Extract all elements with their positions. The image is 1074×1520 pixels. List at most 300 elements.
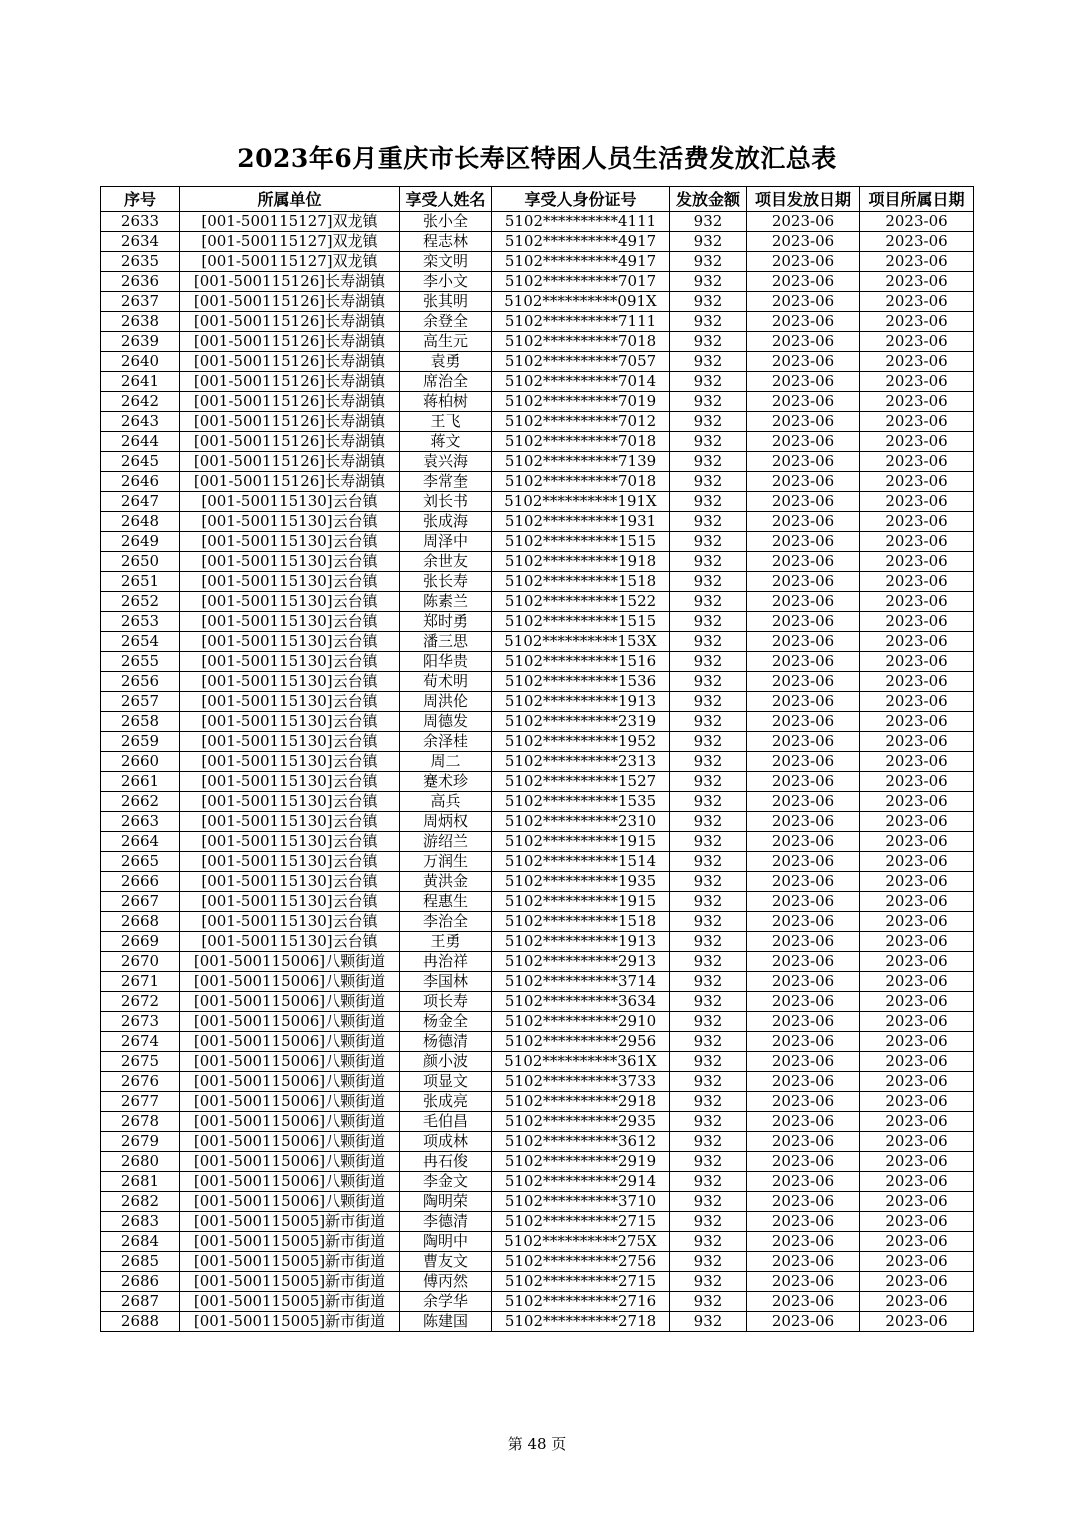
cell-unit: [001-500115127]双龙镇 <box>180 212 400 232</box>
cell-unit: [001-500115130]云台镇 <box>180 912 400 932</box>
cell-index: 2654 <box>101 632 180 652</box>
column-header-payment-date: 项目发放日期 <box>747 187 860 212</box>
cell-amount: 932 <box>670 712 747 732</box>
table-row <box>101 412 974 432</box>
cell-name: 李小文 <box>400 272 492 292</box>
cell-unit: [001-500115126]长寿湖镇 <box>180 452 400 472</box>
cell-amount: 932 <box>670 392 747 412</box>
cell-payment-date: 2023-06 <box>747 592 860 612</box>
cell-name: 冉石俊 <box>400 1152 492 1172</box>
cell-id-number: 5102**********1518 <box>492 572 670 592</box>
cell-index: 2678 <box>101 1112 180 1132</box>
cell-payment-date: 2023-06 <box>747 652 860 672</box>
cell-amount: 932 <box>670 872 747 892</box>
cell-unit: [001-500115006]八颗街道 <box>180 1032 400 1052</box>
cell-name: 程惠生 <box>400 892 492 912</box>
cell-unit: [001-500115130]云台镇 <box>180 552 400 572</box>
cell-id-number: 5102**********191X <box>492 492 670 512</box>
cell-index: 2636 <box>101 272 180 292</box>
cell-amount: 932 <box>670 552 747 572</box>
cell-name: 张长寿 <box>400 572 492 592</box>
cell-index: 2681 <box>101 1172 180 1192</box>
cell-period-date: 2023-06 <box>860 1052 974 1072</box>
cell-period-date: 2023-06 <box>860 712 974 732</box>
cell-unit: [001-500115006]八颗街道 <box>180 1172 400 1192</box>
cell-id-number: 5102**********3733 <box>492 1072 670 1092</box>
cell-amount: 932 <box>670 1112 747 1132</box>
cell-payment-date: 2023-06 <box>747 392 860 412</box>
cell-period-date: 2023-06 <box>860 792 974 812</box>
table-row <box>101 1192 974 1212</box>
cell-unit: [001-500115130]云台镇 <box>180 672 400 692</box>
cell-index: 2647 <box>101 492 180 512</box>
cell-id-number: 5102**********4111 <box>492 212 670 232</box>
cell-id-number: 5102**********3714 <box>492 972 670 992</box>
cell-name: 颜小波 <box>400 1052 492 1072</box>
cell-index: 2637 <box>101 292 180 312</box>
cell-payment-date: 2023-06 <box>747 812 860 832</box>
cell-index: 2685 <box>101 1252 180 1272</box>
cell-id-number: 5102**********2716 <box>492 1292 670 1312</box>
cell-id-number: 5102**********7057 <box>492 352 670 372</box>
cell-index: 2671 <box>101 972 180 992</box>
cell-index: 2669 <box>101 932 180 952</box>
table-row <box>101 432 974 452</box>
cell-payment-date: 2023-06 <box>747 472 860 492</box>
cell-index: 2642 <box>101 392 180 412</box>
cell-name: 周洪伦 <box>400 692 492 712</box>
cell-index: 2634 <box>101 232 180 252</box>
cell-name: 冉治祥 <box>400 952 492 972</box>
cell-period-date: 2023-06 <box>860 572 974 592</box>
cell-amount: 932 <box>670 692 747 712</box>
cell-payment-date: 2023-06 <box>747 352 860 372</box>
cell-period-date: 2023-06 <box>860 1132 974 1152</box>
cell-index: 2659 <box>101 732 180 752</box>
column-header-id-number: 享受人身份证号 <box>492 187 670 212</box>
cell-name: 刘长书 <box>400 492 492 512</box>
cell-payment-date: 2023-06 <box>747 1232 860 1252</box>
cell-id-number: 5102**********1915 <box>492 892 670 912</box>
table-row <box>101 592 974 612</box>
cell-id-number: 5102**********1931 <box>492 512 670 532</box>
cell-period-date: 2023-06 <box>860 552 974 572</box>
cell-name: 李德清 <box>400 1212 492 1232</box>
cell-period-date: 2023-06 <box>860 372 974 392</box>
cell-id-number: 5102**********3710 <box>492 1192 670 1212</box>
cell-period-date: 2023-06 <box>860 652 974 672</box>
cell-index: 2682 <box>101 1192 180 1212</box>
column-header-amount: 发放金额 <box>670 187 747 212</box>
cell-amount: 932 <box>670 212 747 232</box>
cell-payment-date: 2023-06 <box>747 312 860 332</box>
cell-period-date: 2023-06 <box>860 1012 974 1032</box>
table-row <box>101 272 974 292</box>
cell-name: 杨金全 <box>400 1012 492 1032</box>
cell-index: 2655 <box>101 652 180 672</box>
table-row <box>101 392 974 412</box>
cell-payment-date: 2023-06 <box>747 1052 860 1072</box>
cell-amount: 932 <box>670 892 747 912</box>
cell-period-date: 2023-06 <box>860 232 974 252</box>
cell-unit: [001-500115130]云台镇 <box>180 692 400 712</box>
cell-index: 2677 <box>101 1092 180 1112</box>
cell-unit: [001-500115130]云台镇 <box>180 532 400 552</box>
cell-name: 傅丙然 <box>400 1272 492 1292</box>
cell-amount: 932 <box>670 792 747 812</box>
cell-unit: [001-500115006]八颗街道 <box>180 1012 400 1032</box>
table-row <box>101 1272 974 1292</box>
cell-index: 2663 <box>101 812 180 832</box>
cell-amount: 932 <box>670 1032 747 1052</box>
cell-id-number: 5102**********2756 <box>492 1252 670 1272</box>
cell-id-number: 5102**********7019 <box>492 392 670 412</box>
cell-index: 2650 <box>101 552 180 572</box>
cell-unit: [001-500115126]长寿湖镇 <box>180 372 400 392</box>
cell-period-date: 2023-06 <box>860 592 974 612</box>
cell-id-number: 5102**********2910 <box>492 1012 670 1032</box>
cell-payment-date: 2023-06 <box>747 232 860 252</box>
cell-amount: 932 <box>670 1252 747 1272</box>
table-row <box>101 312 974 332</box>
table-row <box>101 1152 974 1172</box>
cell-name: 周德发 <box>400 712 492 732</box>
cell-payment-date: 2023-06 <box>747 1272 860 1292</box>
cell-id-number: 5102**********2310 <box>492 812 670 832</box>
cell-unit: [001-500115005]新市街道 <box>180 1312 400 1332</box>
cell-index: 2648 <box>101 512 180 532</box>
cell-amount: 932 <box>670 372 747 392</box>
cell-id-number: 5102**********1935 <box>492 872 670 892</box>
cell-period-date: 2023-06 <box>860 212 974 232</box>
cell-amount: 932 <box>670 952 747 972</box>
table-row <box>101 1132 974 1152</box>
cell-period-date: 2023-06 <box>860 532 974 552</box>
cell-unit: [001-500115126]长寿湖镇 <box>180 432 400 452</box>
table-row <box>101 712 974 732</box>
cell-index: 2673 <box>101 1012 180 1032</box>
cell-payment-date: 2023-06 <box>747 1292 860 1312</box>
cell-name: 陶明中 <box>400 1232 492 1252</box>
cell-id-number: 5102**********3634 <box>492 992 670 1012</box>
cell-unit: [001-500115006]八颗街道 <box>180 1092 400 1112</box>
cell-amount: 932 <box>670 672 747 692</box>
cell-id-number: 5102**********1536 <box>492 672 670 692</box>
cell-name: 项成林 <box>400 1132 492 1152</box>
cell-id-number: 5102**********2918 <box>492 1092 670 1112</box>
cell-amount: 932 <box>670 572 747 592</box>
cell-id-number: 5102**********1913 <box>492 692 670 712</box>
cell-amount: 932 <box>670 272 747 292</box>
cell-period-date: 2023-06 <box>860 992 974 1012</box>
cell-name: 蒋文 <box>400 432 492 452</box>
cell-name: 余登全 <box>400 312 492 332</box>
cell-id-number: 5102**********3612 <box>492 1132 670 1152</box>
cell-period-date: 2023-06 <box>860 692 974 712</box>
cell-unit: [001-500115005]新市街道 <box>180 1232 400 1252</box>
cell-id-number: 5102**********1514 <box>492 852 670 872</box>
cell-unit: [001-500115130]云台镇 <box>180 712 400 732</box>
cell-payment-date: 2023-06 <box>747 932 860 952</box>
cell-payment-date: 2023-06 <box>747 912 860 932</box>
cell-amount: 932 <box>670 352 747 372</box>
cell-period-date: 2023-06 <box>860 1252 974 1272</box>
cell-payment-date: 2023-06 <box>747 1112 860 1132</box>
cell-payment-date: 2023-06 <box>747 992 860 1012</box>
cell-name: 黄洪金 <box>400 872 492 892</box>
cell-period-date: 2023-06 <box>860 932 974 952</box>
cell-amount: 932 <box>670 1232 747 1252</box>
cell-amount: 932 <box>670 472 747 492</box>
cell-id-number: 5102**********1515 <box>492 612 670 632</box>
cell-period-date: 2023-06 <box>860 392 974 412</box>
cell-name: 周炳权 <box>400 812 492 832</box>
cell-name: 游绍兰 <box>400 832 492 852</box>
cell-payment-date: 2023-06 <box>747 1132 860 1152</box>
cell-unit: [001-500115130]云台镇 <box>180 512 400 532</box>
cell-amount: 932 <box>670 1292 747 1312</box>
cell-index: 2686 <box>101 1272 180 1292</box>
cell-payment-date: 2023-06 <box>747 1012 860 1032</box>
cell-amount: 932 <box>670 1212 747 1232</box>
cell-index: 2664 <box>101 832 180 852</box>
cell-unit: [001-500115126]长寿湖镇 <box>180 412 400 432</box>
cell-index: 2662 <box>101 792 180 812</box>
table-row <box>101 972 974 992</box>
cell-amount: 932 <box>670 1172 747 1192</box>
cell-amount: 932 <box>670 1192 747 1212</box>
cell-id-number: 5102**********1535 <box>492 792 670 812</box>
table-row <box>101 212 974 232</box>
cell-id-number: 5102**********1516 <box>492 652 670 672</box>
cell-name: 杨德清 <box>400 1032 492 1052</box>
cell-period-date: 2023-06 <box>860 952 974 972</box>
cell-payment-date: 2023-06 <box>747 792 860 812</box>
cell-amount: 932 <box>670 1312 747 1332</box>
column-header-period-date: 项目所属日期 <box>860 187 974 212</box>
cell-period-date: 2023-06 <box>860 1152 974 1172</box>
column-header-name: 享受人姓名 <box>400 187 492 212</box>
cell-index: 2665 <box>101 852 180 872</box>
cell-unit: [001-500115130]云台镇 <box>180 592 400 612</box>
cell-period-date: 2023-06 <box>860 512 974 532</box>
cell-period-date: 2023-06 <box>860 972 974 992</box>
table-row <box>101 532 974 552</box>
cell-period-date: 2023-06 <box>860 492 974 512</box>
cell-period-date: 2023-06 <box>860 1192 974 1212</box>
cell-period-date: 2023-06 <box>860 1272 974 1292</box>
cell-name: 余学华 <box>400 1292 492 1312</box>
cell-id-number: 5102**********7014 <box>492 372 670 392</box>
cell-index: 2687 <box>101 1292 180 1312</box>
cell-name: 王勇 <box>400 932 492 952</box>
cell-payment-date: 2023-06 <box>747 732 860 752</box>
cell-amount: 932 <box>670 412 747 432</box>
cell-amount: 932 <box>670 1012 747 1032</box>
cell-payment-date: 2023-06 <box>747 212 860 232</box>
table-row <box>101 852 974 872</box>
table-row <box>101 652 974 672</box>
cell-id-number: 5102**********091X <box>492 292 670 312</box>
cell-name: 王飞 <box>400 412 492 432</box>
cell-unit: [001-500115006]八颗街道 <box>180 1152 400 1172</box>
cell-payment-date: 2023-06 <box>747 1172 860 1192</box>
cell-payment-date: 2023-06 <box>747 1312 860 1332</box>
table-row <box>101 832 974 852</box>
cell-payment-date: 2023-06 <box>747 1212 860 1232</box>
cell-payment-date: 2023-06 <box>747 972 860 992</box>
table-row <box>101 492 974 512</box>
cell-amount: 932 <box>670 1152 747 1172</box>
cell-unit: [001-500115005]新市街道 <box>180 1292 400 1312</box>
cell-name: 袁兴海 <box>400 452 492 472</box>
cell-payment-date: 2023-06 <box>747 412 860 432</box>
cell-period-date: 2023-06 <box>860 1092 974 1112</box>
cell-payment-date: 2023-06 <box>747 1032 860 1052</box>
cell-name: 项长寿 <box>400 992 492 1012</box>
cell-payment-date: 2023-06 <box>747 332 860 352</box>
cell-index: 2649 <box>101 532 180 552</box>
cell-unit: [001-500115006]八颗街道 <box>180 1192 400 1212</box>
cell-payment-date: 2023-06 <box>747 692 860 712</box>
cell-unit: [001-500115006]八颗街道 <box>180 1132 400 1152</box>
cell-unit: [001-500115130]云台镇 <box>180 652 400 672</box>
page-number: 第 48 页 <box>507 1435 567 1453</box>
cell-name: 张成海 <box>400 512 492 532</box>
table-header-row <box>101 187 974 212</box>
cell-period-date: 2023-06 <box>860 1172 974 1192</box>
cell-index: 2643 <box>101 412 180 432</box>
cell-unit: [001-500115130]云台镇 <box>180 772 400 792</box>
cell-unit: [001-500115130]云台镇 <box>180 932 400 952</box>
table-row <box>101 472 974 492</box>
cell-period-date: 2023-06 <box>860 1232 974 1252</box>
cell-payment-date: 2023-06 <box>747 372 860 392</box>
table-row <box>101 892 974 912</box>
cell-unit: [001-500115127]双龙镇 <box>180 252 400 272</box>
cell-period-date: 2023-06 <box>860 1212 974 1232</box>
cell-index: 2672 <box>101 992 180 1012</box>
cell-payment-date: 2023-06 <box>747 532 860 552</box>
cell-period-date: 2023-06 <box>860 612 974 632</box>
cell-name: 栾文明 <box>400 252 492 272</box>
cell-id-number: 5102**********2935 <box>492 1112 670 1132</box>
cell-payment-date: 2023-06 <box>747 872 860 892</box>
cell-name: 郑时勇 <box>400 612 492 632</box>
cell-period-date: 2023-06 <box>860 1292 974 1312</box>
table-row <box>101 872 974 892</box>
cell-index: 2674 <box>101 1032 180 1052</box>
cell-payment-date: 2023-06 <box>747 712 860 732</box>
cell-unit: [001-500115006]八颗街道 <box>180 1072 400 1092</box>
cell-amount: 932 <box>670 1092 747 1112</box>
cell-name: 张小全 <box>400 212 492 232</box>
cell-period-date: 2023-06 <box>860 672 974 692</box>
cell-period-date: 2023-06 <box>860 832 974 852</box>
cell-index: 2660 <box>101 752 180 772</box>
cell-payment-date: 2023-06 <box>747 632 860 652</box>
cell-name: 阳华贵 <box>400 652 492 672</box>
cell-period-date: 2023-06 <box>860 412 974 432</box>
cell-name: 程志林 <box>400 232 492 252</box>
cell-period-date: 2023-06 <box>860 332 974 352</box>
cell-amount: 932 <box>670 532 747 552</box>
cell-unit: [001-500115006]八颗街道 <box>180 972 400 992</box>
cell-id-number: 5102**********7018 <box>492 472 670 492</box>
cell-amount: 932 <box>670 452 747 472</box>
cell-unit: [001-500115126]长寿湖镇 <box>180 312 400 332</box>
cell-payment-date: 2023-06 <box>747 772 860 792</box>
table-row <box>101 912 974 932</box>
cell-payment-date: 2023-06 <box>747 452 860 472</box>
cell-index: 2635 <box>101 252 180 272</box>
cell-name: 张其明 <box>400 292 492 312</box>
cell-amount: 932 <box>670 1052 747 1072</box>
cell-amount: 932 <box>670 292 747 312</box>
cell-name: 陈素兰 <box>400 592 492 612</box>
cell-name: 袁勇 <box>400 352 492 372</box>
cell-amount: 932 <box>670 1272 747 1292</box>
cell-index: 2633 <box>101 212 180 232</box>
table-row <box>101 812 974 832</box>
cell-id-number: 5102**********4917 <box>492 232 670 252</box>
cell-amount: 932 <box>670 992 747 1012</box>
cell-id-number: 5102**********2319 <box>492 712 670 732</box>
cell-id-number: 5102**********2715 <box>492 1272 670 1292</box>
cell-id-number: 5102**********7018 <box>492 332 670 352</box>
cell-period-date: 2023-06 <box>860 252 974 272</box>
cell-period-date: 2023-06 <box>860 312 974 332</box>
cell-name: 余世友 <box>400 552 492 572</box>
cell-name: 周二 <box>400 752 492 772</box>
cell-index: 2668 <box>101 912 180 932</box>
cell-id-number: 5102**********361X <box>492 1052 670 1072</box>
table-row <box>101 772 974 792</box>
table-row <box>101 1112 974 1132</box>
cell-period-date: 2023-06 <box>860 272 974 292</box>
cell-period-date: 2023-06 <box>860 1312 974 1332</box>
cell-name: 高兵 <box>400 792 492 812</box>
cell-index: 2652 <box>101 592 180 612</box>
cell-index: 2658 <box>101 712 180 732</box>
cell-name: 蹇术珍 <box>400 772 492 792</box>
cell-period-date: 2023-06 <box>860 292 974 312</box>
cell-name: 周泽中 <box>400 532 492 552</box>
cell-amount: 932 <box>670 832 747 852</box>
cell-amount: 932 <box>670 852 747 872</box>
table-row <box>101 672 974 692</box>
cell-period-date: 2023-06 <box>860 912 974 932</box>
table-row <box>101 952 974 972</box>
cell-period-date: 2023-06 <box>860 1072 974 1092</box>
column-header-unit: 所属单位 <box>180 187 400 212</box>
cell-unit: [001-500115130]云台镇 <box>180 832 400 852</box>
cell-name: 毛伯昌 <box>400 1112 492 1132</box>
cell-payment-date: 2023-06 <box>747 1192 860 1212</box>
cell-amount: 932 <box>670 932 747 952</box>
table-row <box>101 232 974 252</box>
cell-id-number: 5102**********1522 <box>492 592 670 612</box>
cell-payment-date: 2023-06 <box>747 672 860 692</box>
cell-index: 2653 <box>101 612 180 632</box>
cell-index: 2657 <box>101 692 180 712</box>
cell-period-date: 2023-06 <box>860 752 974 772</box>
cell-amount: 932 <box>670 1132 747 1152</box>
cell-amount: 932 <box>670 1072 747 1092</box>
cell-unit: [001-500115130]云台镇 <box>180 792 400 812</box>
cell-index: 2684 <box>101 1232 180 1252</box>
cell-period-date: 2023-06 <box>860 892 974 912</box>
